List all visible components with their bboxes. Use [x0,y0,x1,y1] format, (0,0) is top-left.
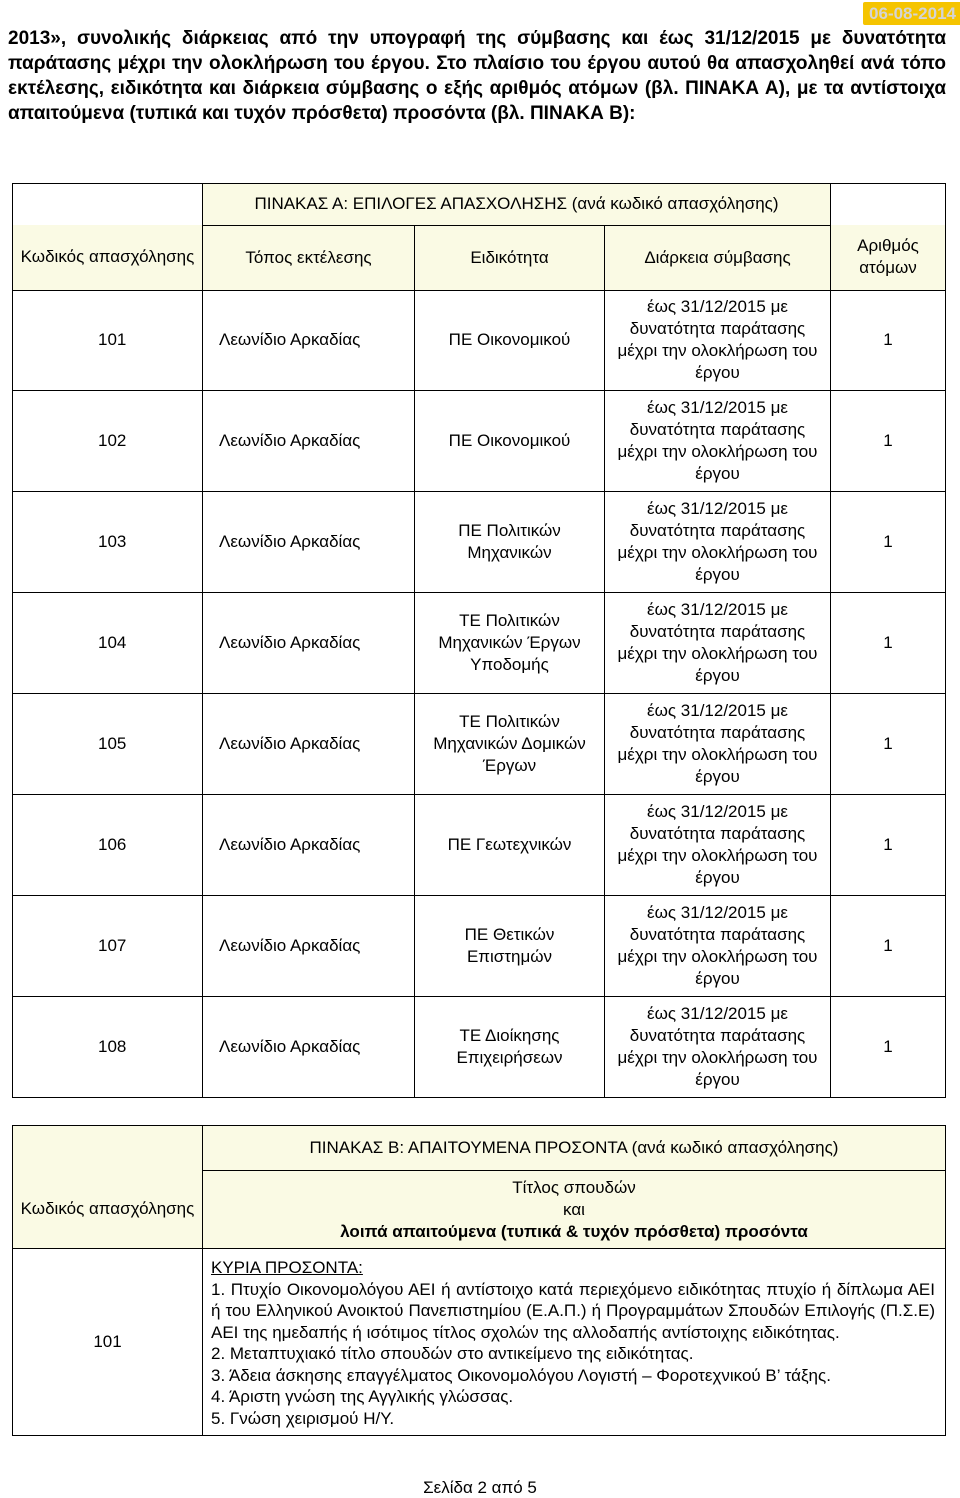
table-a-cell-location: Λεωνίδιο Αρκαδίας [203,592,415,693]
table-a-cell-specialty: ΤΕ Πολιτικών Μηχανικών Δομικών Έργων [415,693,605,794]
table-a-cell-persons: 1 [831,895,946,996]
table-b [12,1125,946,1436]
table-a-cell-location: Λεωνίδιο Αρκαδίας [203,491,415,592]
table-b-title: ΠΙΝΑΚΑΣ Β: ΑΠΑΙΤΟΥΜΕΝΑ ΠΡΟΣΟΝΤΑ (ανά κωδικό απασχόλησης) [203,1126,946,1171]
table-row [13,1249,946,1436]
table-a [12,183,946,1098]
table-a-cell-code: 104 [13,592,203,693]
table-row [13,390,946,491]
table-a-cell-location: Λεωνίδιο Αρκαδίας [203,290,415,390]
qualification-item: 1. Πτυχίο Οικονομολόγου ΑΕΙ ή αντίστοιχο κατά περιεχόμενο ειδικότητας πτυχίο ή δίπλωμα ΑΕΙ ή του Ελληνικού Ανοικτού Πανεπιστημίου (Ε.Α.Π.) ή Προγραμμάτων Σπουδών Επιλογής (Π.Σ.Ε) ΑΕΙ της ημεδαπής ή ισότιμος τίτλος σχολών της αλλοδαπής αντίστοιχης ειδικότητας. [211,1279,935,1342]
table-row [13,996,946,1097]
qualifications-heading: ΚΥΡΙΑ ΠΡΟΣΟΝΤΑ: [211,1258,363,1277]
table-a-cell-code: 102 [13,390,203,491]
table-a-header-specialty: Ειδικότητα [415,225,605,290]
table-a-cell-code: 105 [13,693,203,794]
table-a-cell-specialty: ΤΕ Πολιτικών Μηχανικών Έργων Υποδομής [415,592,605,693]
table-a-cell-location: Λεωνίδιο Αρκαδίας [203,794,415,895]
table-a-cell-specialty: ΠΕ Πολιτικών Μηχανικών [415,491,605,592]
table-a-code-header-top [13,183,203,225]
table-a-cell-location: Λεωνίδιο Αρκαδίας [203,996,415,1097]
table-a-cell-persons: 1 [831,491,946,592]
table-a-header-location: Τόπος εκτέλεσης [203,225,415,290]
table-b-header-title-line3: λοιπά απαιτούμενα (τυπικά & τυχόν πρόσθετα) προσόντα [340,1221,808,1241]
table-a-cell-duration: έως 31/12/2015 με δυνατότητα παράτασης μέχρι την ολοκλήρωση του έργου [605,794,831,895]
table-a-cell-duration: έως 31/12/2015 με δυνατότητα παράτασης μέχρι την ολοκλήρωση του έργου [605,996,831,1097]
table-a-cell-location: Λεωνίδιο Αρκαδίας [203,693,415,794]
qualification-item: 3. Άδεια άσκησης επαγγέλματος Οικονομολόγου Λογιστή – Φοροτεχνικού Β’ τάξης. [211,1365,831,1385]
table-a-cell-persons: 1 [831,996,946,1097]
table-a-cell-persons: 1 [831,693,946,794]
table-a-header-persons: Αριθμός ατόμων [831,225,946,290]
table-a-cell-code: 106 [13,794,203,895]
qualification-item: 4. Άριστη γνώση της Αγγλικής γλώσσας. [211,1387,514,1406]
table-b-code-header-top [13,1126,203,1171]
table-a-cell-duration: έως 31/12/2015 με δυνατότητα παράτασης μέχρι την ολοκλήρωση του έργου [605,895,831,996]
table-a-header-duration: Διάρκεια σύμβασης [605,225,831,290]
table-row [13,290,946,390]
table-a-cell-duration: έως 31/12/2015 με δυνατότητα παράτασης μέχρι την ολοκλήρωση του έργου [605,693,831,794]
qualification-item: 2. Μεταπτυχιακό τίτλο σπουδών στο αντικείμενο της ειδικότητας. [211,1344,694,1363]
table-b-row-qualifications [203,1249,946,1436]
table-a-cell-specialty: ΠΕ Γεωτεχνικών [415,794,605,895]
table-row [13,491,946,592]
table-a-cell-code: 108 [13,996,203,1097]
table-row [13,794,946,895]
table-row [13,693,946,794]
table-a-header-code: Κωδικός απασχόλησης [13,225,203,290]
table-b-header-title-line2: και [563,1199,585,1219]
table-a-cell-specialty: ΠΕ Θετικών Επιστημών [415,895,605,996]
table-a-cell-specialty: ΠΕ Οικονομικού [415,390,605,491]
table-b-header-title [203,1171,946,1249]
table-a-title: ΠΙΝΑΚΑΣ Α: ΕΠΙΛΟΓΕΣ ΑΠΑΣΧΟΛΗΣΗΣ (ανά κωδικό απασχόλησης) [203,183,831,225]
table-row [13,895,946,996]
table-a-cell-code: 107 [13,895,203,996]
table-a-cell-duration: έως 31/12/2015 με δυνατότητα παράτασης μέχρι την ολοκλήρωση του έργου [605,390,831,491]
page-number: Σελίδα 2 από 5 [423,1478,537,1497]
table-a-cell-code: 101 [13,290,203,390]
table-a-cell-persons: 1 [831,290,946,390]
table-a-cell-duration: έως 31/12/2015 με δυνατότητα παράτασης μέχρι την ολοκλήρωση του έργου [605,290,831,390]
table-a-cell-location: Λεωνίδιο Αρκαδίας [203,390,415,491]
table-a-persons-header-top [831,183,946,225]
table-a-cell-persons: 1 [831,592,946,693]
date-badge: 06-08-2014 [863,2,960,25]
table-a-cell-duration: έως 31/12/2015 με δυνατότητα παράτασης μέχρι την ολοκλήρωση του έργου [605,592,831,693]
intro-text: 2013», συνολικής διάρκειας από την υπογραφή της σύμβασης και έως 31/12/2015 με δυνατότητα παράτασης μέχρι την ολοκλήρωση του έργου. Στο πλαίσιο του έργου αυτού θα απασχοληθεί ανά τόπο εκτέλεσης, ειδικότητα και διάρκεια σύμβασης ο εξής αριθμός ατόμων (βλ. ΠΙΝΑΚΑ Α), με τα αντίστοιχα απαιτούμενα (τυπικά και τυχόν πρόσθετα) προσόντα (βλ. ΠΙΝΑΚΑ Β): [8,28,946,124]
table-a-cell-specialty: ΠΕ Οικονομικού [415,290,605,390]
table-a-cell-location: Λεωνίδιο Αρκαδίας [203,895,415,996]
table-b-row-code: 101 [13,1249,203,1436]
table-b-header-title-line1: Τίτλος σπουδών [512,1177,636,1197]
table-a-cell-duration: έως 31/12/2015 με δυνατότητα παράτασης μέχρι την ολοκλήρωση του έργου [605,491,831,592]
table-row [13,592,946,693]
table-a-cell-code: 103 [13,491,203,592]
table-a-cell-persons: 1 [831,390,946,491]
qualification-item: 5. Γνώση χειρισμού Η/Υ. [211,1408,395,1428]
table-b-header-code: Κωδικός απασχόλησης [13,1171,203,1249]
table-a-cell-specialty: ΤΕ Διοίκησης Επιχειρήσεων [415,996,605,1097]
intro-paragraph [8,26,946,126]
table-a-cell-persons: 1 [831,794,946,895]
